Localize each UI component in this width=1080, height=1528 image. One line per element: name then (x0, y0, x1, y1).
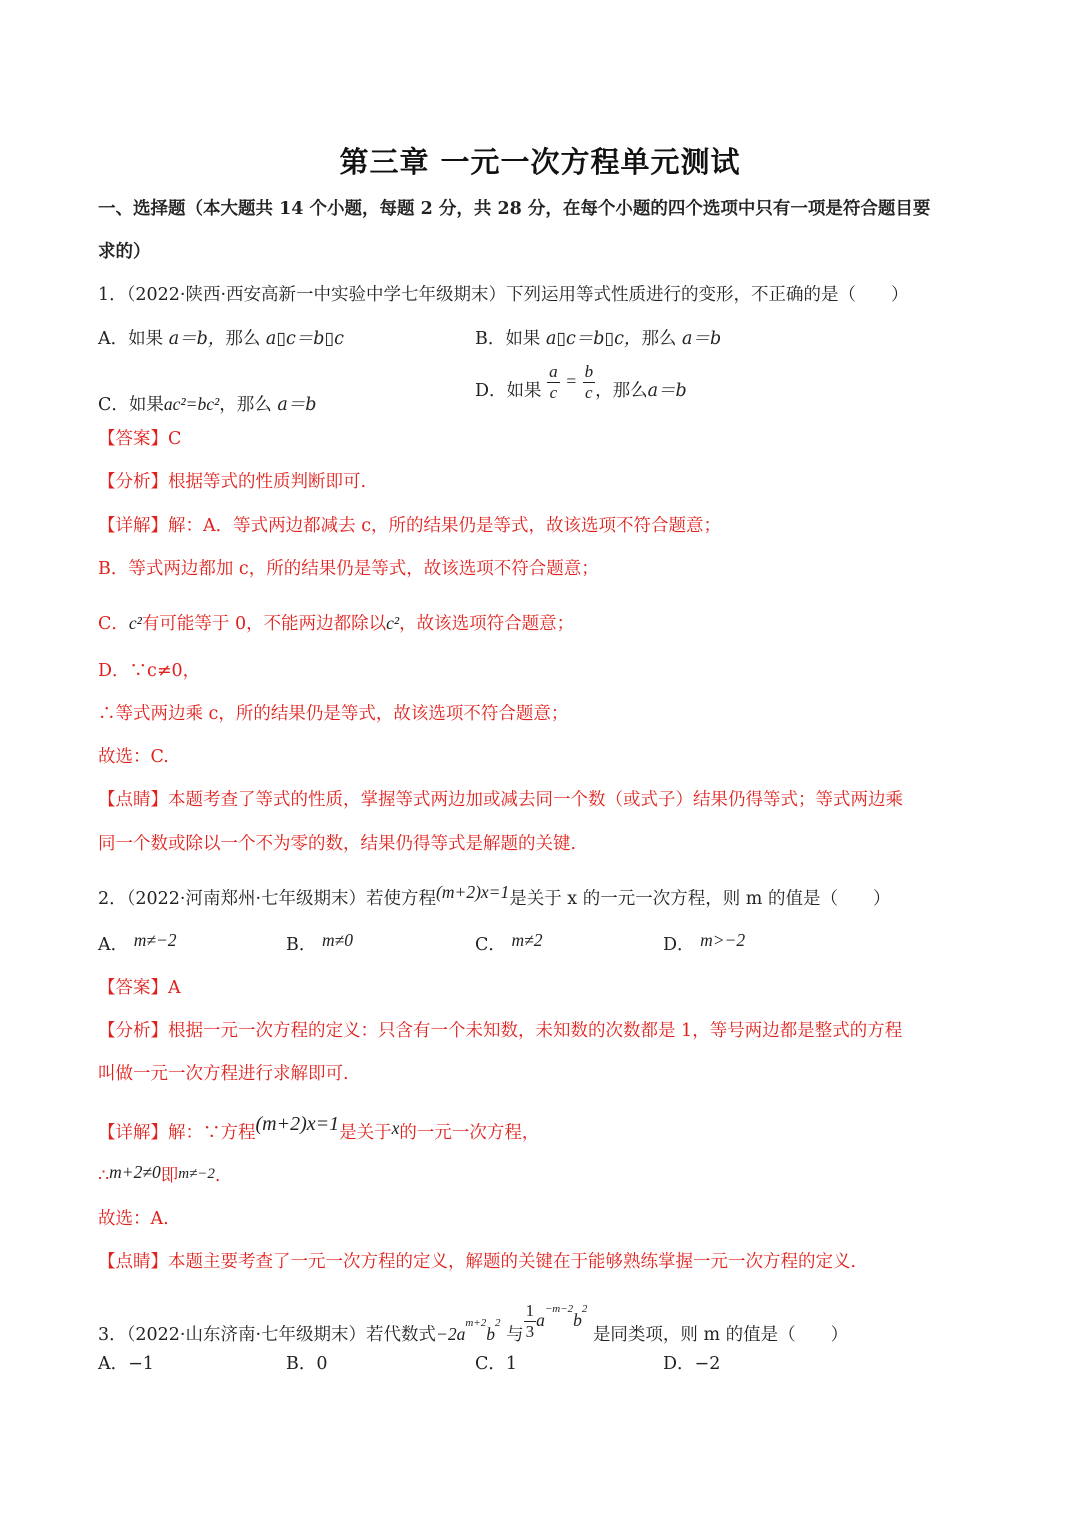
q2-option-c-label: C． (475, 935, 506, 955)
page-title: 第三章 一元一次方程单元测试 (339, 145, 741, 179)
q2-detail-1-c: 的一元一次方程， (399, 1123, 540, 1143)
q3-stem-a: 3．（2022·山东济南·七年级期末）若代数式 (98, 1325, 437, 1345)
q3-stem-c: 是同类项，则 m 的值是（ ） (592, 1325, 849, 1345)
q1-detail-3-e: ，故该选项符合题意； (399, 614, 575, 634)
q1-option-d-eq: = (565, 371, 577, 391)
q1-option-d-math2: a＝b (647, 381, 687, 401)
q2-option-b (286, 932, 353, 957)
q1-option-b (475, 327, 721, 351)
q3-stem-sup2: −m−2 (544, 1303, 574, 1315)
q1-answer: 【答案】C (98, 429, 182, 449)
q1-option-d-frac-a-num: a (549, 362, 558, 381)
q1-option-d-fraction-b (583, 362, 596, 403)
q2-option-d-label: D． (663, 935, 695, 955)
q1-option-a-math2: a▯c＝b▯c (265, 329, 344, 349)
q1-option-d (475, 362, 687, 403)
q3-stem-math1b: b (486, 1324, 495, 1344)
q3-stem-sup1: m+2 (465, 1317, 487, 1329)
q1-option-d-frac-b-den: c (585, 383, 593, 402)
q2-stem-a: 2．（2022·河南郑州·七年级期末）若使方程 (98, 889, 437, 909)
q1-option-b-mid: 那么 (641, 329, 683, 349)
q1-option-b-prefix: B．如果 (475, 329, 546, 349)
q2-comment: 【点睛】本题主要考查了一元一次方程的定义，解题的关键在于能够熟练掌握一元一次方程的定义. (98, 1252, 857, 1272)
q2-option-c (475, 932, 542, 957)
q2-stem-b: 是关于 x 的一元一次方程，则 m 的值是（ ） (509, 889, 891, 909)
q2-stem-math: (m+2)x=1 (436, 882, 510, 902)
q1-stem: 1．（2022·陕西·西安高新一中实验中学七年级期末）下列运用等式性质进行的变形，不正确的是（ ） (98, 285, 909, 305)
q1-analysis: 【分析】根据等式的性质判断即可. (98, 472, 367, 492)
section-heading-line1: 一、选择题（本大题共 14 个小题，每题 2 分，共 28 分，在每个小题的四个选项中只有一项是符合题目要 (98, 199, 931, 219)
q2-option-c-math: m≠2 (511, 930, 543, 950)
q2-option-a (98, 932, 177, 957)
q1-option-d-fraction-a (547, 362, 560, 403)
q1-option-c-prefix: C．如果 (98, 395, 164, 415)
q2-option-b-label: B． (286, 935, 317, 955)
q1-option-c-math2: a＝b (277, 395, 317, 415)
q2-stem (98, 882, 891, 911)
q1-detail-2: B．等式两边都加 c，所的结果仍是等式，故该选项不符合题意； (98, 559, 599, 579)
q1-detail-1: 【详解】解：A．等式两边都减去 c，所的结果仍是等式，故该选项不符合题意； (98, 516, 721, 536)
q3-stem-math2b: b (573, 1310, 582, 1330)
q2-analysis-2: 叫做一元一次方程进行求解即可. (98, 1064, 349, 1084)
q1-option-b-math2: a＝b (682, 329, 722, 349)
q1-detail-3 (98, 611, 574, 636)
q1-option-d-prefix: D．如果 (475, 381, 542, 401)
q2-choose: 故选：A. (98, 1209, 169, 1229)
q1-comment-1: 【点睛】本题考查了等式的性质，掌握等式两边加或减去同一个数（或式子）结果仍得等式；等式两边乘 (98, 790, 903, 810)
q1-detail-3-c: 有可能等于 0，不能两边都除以 (141, 614, 387, 634)
q2-answer: 【答案】A (98, 978, 181, 998)
q2-option-d-math: m>−2 (700, 930, 746, 950)
q2-detail-2-b: 即 (160, 1166, 179, 1186)
q3-stem-sup1b: 2 (494, 1317, 501, 1329)
q2-detail-1-b: 是关于 (339, 1123, 392, 1143)
q2-detail-1-x: x (391, 1118, 400, 1138)
q3-option-c: C．1 (475, 1354, 518, 1374)
q2-detail-2-c: . (214, 1166, 221, 1186)
q2-option-a-math: m≠−2 (133, 930, 177, 950)
q3-stem-sup2b: 2 (581, 1303, 588, 1315)
q1-option-d-frac-b-num: b (584, 362, 594, 381)
q1-option-d-mid: ，那么 (595, 381, 648, 401)
q2-option-d (663, 932, 745, 957)
q1-detail-3-c-squared: c² (128, 613, 142, 633)
q2-option-a-label: A． (98, 935, 129, 955)
q2-detail-2 (98, 1163, 220, 1189)
q1-option-d-frac-a-den: c (549, 383, 558, 402)
q1-option-a-prefix: A．如果 (98, 329, 169, 349)
q3-stem-b: 与 (506, 1325, 524, 1345)
section-heading-line2: 求的） (98, 242, 151, 262)
q3-stem-math1: −2a (436, 1324, 466, 1344)
q1-option-a (98, 327, 344, 351)
q3-option-b: B．0 (286, 1354, 328, 1374)
q3-stem-math2: a (536, 1310, 545, 1330)
q1-detail-3-a: C． (98, 614, 129, 634)
q1-option-c (98, 392, 316, 417)
q3-frac-num: 1 (525, 1301, 535, 1320)
q1-choose: 故选：C. (98, 747, 169, 767)
q3-stem (98, 1301, 849, 1356)
q1-detail-3-c-squared-2: c² (386, 613, 400, 633)
q1-option-a-mid: 那么 (225, 329, 266, 349)
q1-comment-2: 同一个数或除以一个不为零的数，结果仍得等式是解题的关键. (98, 834, 577, 854)
q1-option-b-math: a▯c＝b▯c， (545, 329, 642, 349)
q3-option-a: A．−1 (98, 1354, 154, 1374)
q2-detail-1-a: 【详解】解：∵方程 (98, 1123, 256, 1143)
q2-detail-2-math: m+2≠0 (109, 1162, 161, 1182)
q1-option-c-math: ac²=bc² (163, 394, 220, 414)
q3-option-d: D．−2 (663, 1354, 721, 1374)
q3-frac-den: 3 (525, 1322, 535, 1341)
q1-option-a-math: a＝b， (168, 329, 226, 349)
q2-option-b-math: m≠0 (321, 930, 353, 950)
q2-analysis-1: 【分析】根据一元一次方程的定义：只含有一个未知数，未知数的次数都是 1，等号两边都是整式的方程 (98, 1021, 903, 1041)
q3-stem-fraction (524, 1301, 537, 1342)
q1-detail-5: ∴等式两边乘 c，所的结果仍是等式，故该选项不符合题意； (98, 704, 569, 724)
q2-detail-2-math2: m≠−2 (178, 1166, 215, 1182)
q2-detail-1 (98, 1113, 540, 1145)
q1-option-c-mid: ，那么 (219, 395, 278, 415)
q2-detail-1-math: (m+2)x=1 (255, 1113, 340, 1135)
q1-detail-4: D．∵c≠0， (98, 661, 201, 681)
q2-detail-2-a: ∴ (98, 1166, 110, 1186)
